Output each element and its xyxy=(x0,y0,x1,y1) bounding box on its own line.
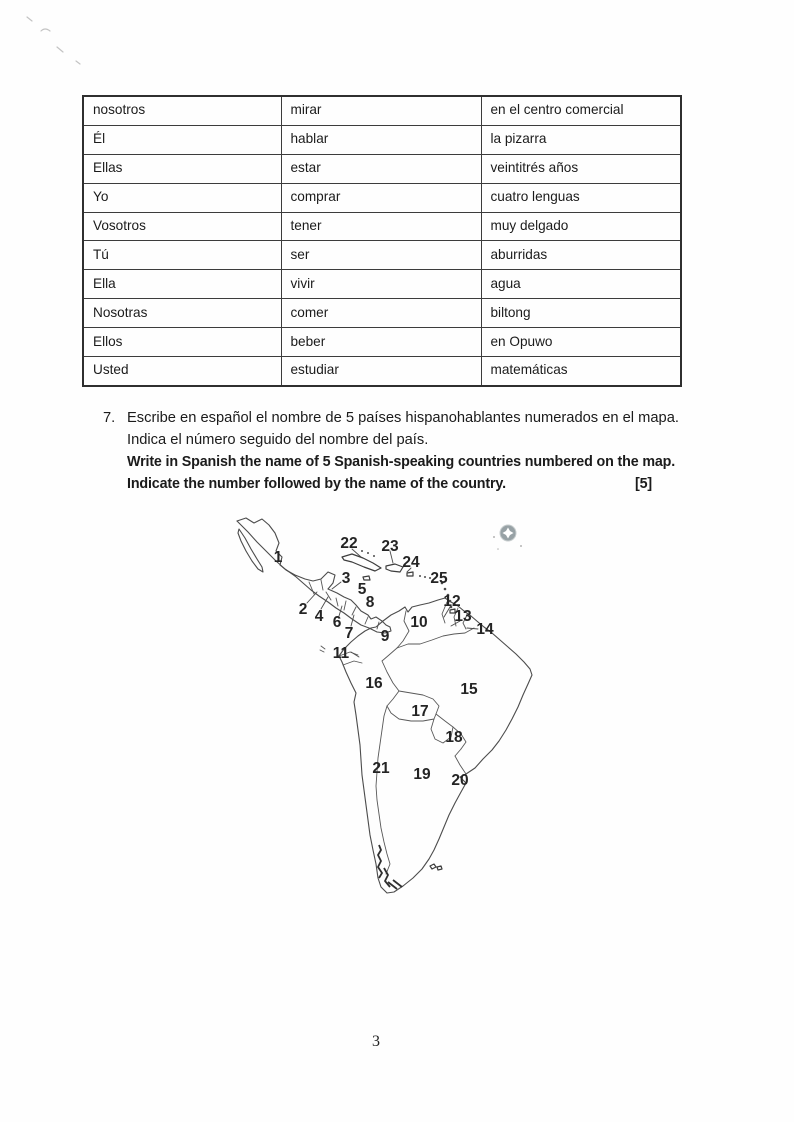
map-number-1: 1 xyxy=(273,549,283,566)
table-row xyxy=(83,125,681,154)
map-number-22: 22 xyxy=(340,535,358,552)
table-cell: Vosotros xyxy=(83,212,281,241)
table-cell: hablar xyxy=(281,125,481,154)
map-number-16: 16 xyxy=(365,675,383,692)
map-number-17: 17 xyxy=(411,703,429,720)
table-cell: estar xyxy=(281,154,481,183)
page-number: 3 xyxy=(372,1033,380,1050)
table-cell: la pizarra xyxy=(481,125,681,154)
map-number-2: 2 xyxy=(298,601,308,618)
table-cell: veintitrés años xyxy=(481,154,681,183)
falkland-islands xyxy=(430,864,442,870)
south-america-outline xyxy=(339,598,532,893)
table-row xyxy=(83,357,681,386)
table-cell: cuatro lenguas xyxy=(481,183,681,212)
map-number-3: 3 xyxy=(341,570,351,587)
table-cell: matemáticas xyxy=(481,357,681,386)
table-cell: mirar xyxy=(281,96,481,125)
table-cell: agua xyxy=(481,270,681,299)
map-number-9: 9 xyxy=(380,628,390,645)
table-row xyxy=(83,212,681,241)
map-number-11: 11 xyxy=(332,645,350,662)
table-cell: vivir xyxy=(281,270,481,299)
table-cell: nosotros xyxy=(83,96,281,125)
zoom-control-icon xyxy=(493,525,522,550)
map-number-20: 20 xyxy=(451,772,469,789)
table-row xyxy=(83,96,681,125)
map-number-12: 12 xyxy=(443,593,461,610)
table-row xyxy=(83,328,681,357)
map-number-14: 14 xyxy=(476,621,494,638)
map-number-6: 6 xyxy=(332,614,342,631)
map-number-5: 5 xyxy=(357,581,367,598)
table-cell: Ella xyxy=(83,270,281,299)
table-cell: beber xyxy=(281,328,481,357)
table-cell: muy delgado xyxy=(481,212,681,241)
table-row xyxy=(83,183,681,212)
table-row xyxy=(83,270,681,299)
question-7 xyxy=(103,407,683,495)
map-number-23: 23 xyxy=(381,538,399,555)
map-number-4: 4 xyxy=(314,608,324,625)
table-cell: estudiar xyxy=(281,357,481,386)
map-number-24: 24 xyxy=(402,554,420,571)
table-cell: Ellos xyxy=(83,328,281,357)
question-text-spanish-line1: Escribe en español el nombre de 5 países hispanohablantes numerados en el mapa. xyxy=(127,410,679,426)
mexico-outline xyxy=(237,518,335,589)
table-cell: biltong xyxy=(481,299,681,328)
question-text-spanish-line2: Indica el número seguido del nombre del país. xyxy=(127,432,429,448)
galapagos-mark xyxy=(320,646,325,652)
question-number: 7. xyxy=(103,410,116,426)
table-cell: en Opuwo xyxy=(481,328,681,357)
table-row xyxy=(83,154,681,183)
map-number-8: 8 xyxy=(365,594,375,611)
scan-artifacts xyxy=(0,0,120,90)
map-number-18: 18 xyxy=(445,729,463,746)
map-numbers xyxy=(274,535,494,789)
table-cell: Yo xyxy=(83,183,281,212)
table-cell: Ellas xyxy=(83,154,281,183)
map-number-21: 21 xyxy=(372,760,390,777)
table-cell: Nosotras xyxy=(83,299,281,328)
map-number-15: 15 xyxy=(460,681,478,698)
table-cell: comer xyxy=(281,299,481,328)
map-number-19: 19 xyxy=(413,766,431,783)
table-row xyxy=(83,241,681,270)
matching-table xyxy=(82,95,682,387)
table-cell: Él xyxy=(83,125,281,154)
table-cell: comprar xyxy=(281,183,481,212)
table-cell: ser xyxy=(281,241,481,270)
map-number-25: 25 xyxy=(430,570,448,587)
marks-label: [5] xyxy=(634,476,652,492)
map-number-7: 7 xyxy=(344,625,354,642)
latin-america-map xyxy=(222,512,552,904)
table-row xyxy=(83,299,681,328)
table-cell: Tú xyxy=(83,241,281,270)
table-cell: tener xyxy=(281,212,481,241)
map-number-13: 13 xyxy=(454,608,472,625)
question-text-english-line1: Write in Spanish the name of 5 Spanish-speaking countries numbered on the map. xyxy=(127,454,676,470)
table-cell: aburridas xyxy=(481,241,681,270)
chile-fjords xyxy=(378,845,402,889)
map-number-10: 10 xyxy=(410,614,428,631)
table-cell: en el centro comercial xyxy=(481,96,681,125)
question-text-english-line2: Indicate the number followed by the name of the country. [5] xyxy=(127,473,683,495)
table-cell: Usted xyxy=(83,357,281,386)
